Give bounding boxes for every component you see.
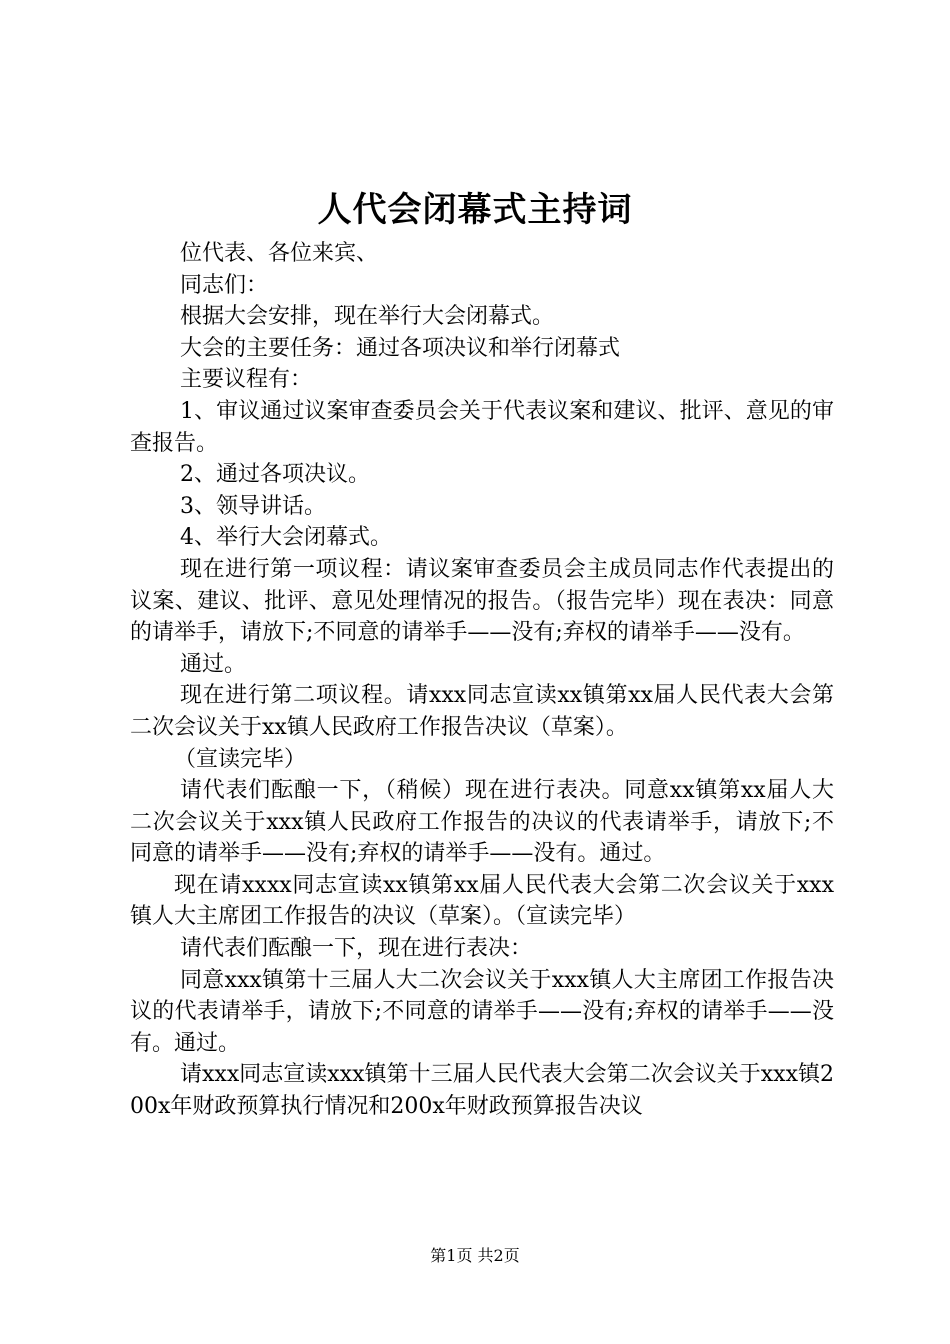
paragraph-first-agenda: 现在进行第一项议程：请议案审查委员会主成员同志作代表提出的议案、建议、批评、意见处理情况的报告。（报告完毕）现在表决：同意的请举手，请放下;不同意的请举手——没有;弃权的请举手——没有。 bbox=[130, 556, 834, 646]
agenda-item-2: 2、通过各项决议。 bbox=[180, 462, 370, 488]
page-footer: 第1页 共2页 bbox=[430, 1246, 520, 1265]
paragraph-reading-done: （宣读完毕） bbox=[174, 746, 307, 772]
paragraph-vote-presidium: 同意xxx镇第十三届人大二次会议关于xxx镇人大主席团工作报告决议的代表请举手，请放下;不同意的请举手——没有;弃权的请举手——没有。通过。 bbox=[130, 967, 834, 1056]
paragraph-greeting: 位代表、各位来宾、 bbox=[180, 241, 379, 266]
paragraph-main-task: 大会的主要任务：通过各项决议和举行闭幕式 bbox=[180, 335, 621, 361]
paragraph-arrangement: 根据大会安排，现在举行大会闭幕式。 bbox=[180, 304, 555, 330]
paragraph-passed-1: 通过。 bbox=[180, 651, 247, 677]
paragraph-budget-report: 请xxx同志宣读xxx镇第十三届人民代表大会第二次会议关于xxx镇200x年财政预算执行情况和200x年财政预算报告决议 bbox=[130, 1062, 834, 1120]
document-body bbox=[130, 238, 834, 1123]
paragraph-second-agenda: 现在进行第二项议程。请xxx同志宣读xx镇第xx届人民代表大会第二次会议关于xx镇人民政府工作报告决议（草案）。 bbox=[130, 683, 834, 740]
paragraph-agenda-heading: 主要议程有： bbox=[180, 367, 313, 393]
agenda-item-1: 1、审议通过议案审查委员会关于代表议案和建议、批评、意见的审查报告。 bbox=[130, 398, 834, 456]
paragraph-vote-intro: 请代表们酝酿一下，现在进行表决： bbox=[180, 936, 533, 962]
agenda-item-4: 4、举行大会闭幕式。 bbox=[180, 525, 392, 551]
paragraph-comrades: 同志们： bbox=[180, 272, 269, 298]
agenda-item-3: 3、领导讲话。 bbox=[180, 493, 326, 519]
document-title: 人代会闭幕式主持词 bbox=[317, 190, 633, 230]
paragraph-presidium-report: 现在请xxxx同志宣读xx镇第xx届人民代表大会第二次会议关于xxx镇人大主席团工作报告的决议（草案）。（宣读完毕） bbox=[130, 872, 834, 930]
paragraph-vote-gov-report: 请代表们酝酿一下，（稍候）现在进行表决。同意xx镇第xx届人大二次会议关于xxx镇人民政府工作报告的决议的代表请举手，请放下;不同意的请举手——没有;弃权的请举手——没有。通过。 bbox=[130, 778, 834, 867]
